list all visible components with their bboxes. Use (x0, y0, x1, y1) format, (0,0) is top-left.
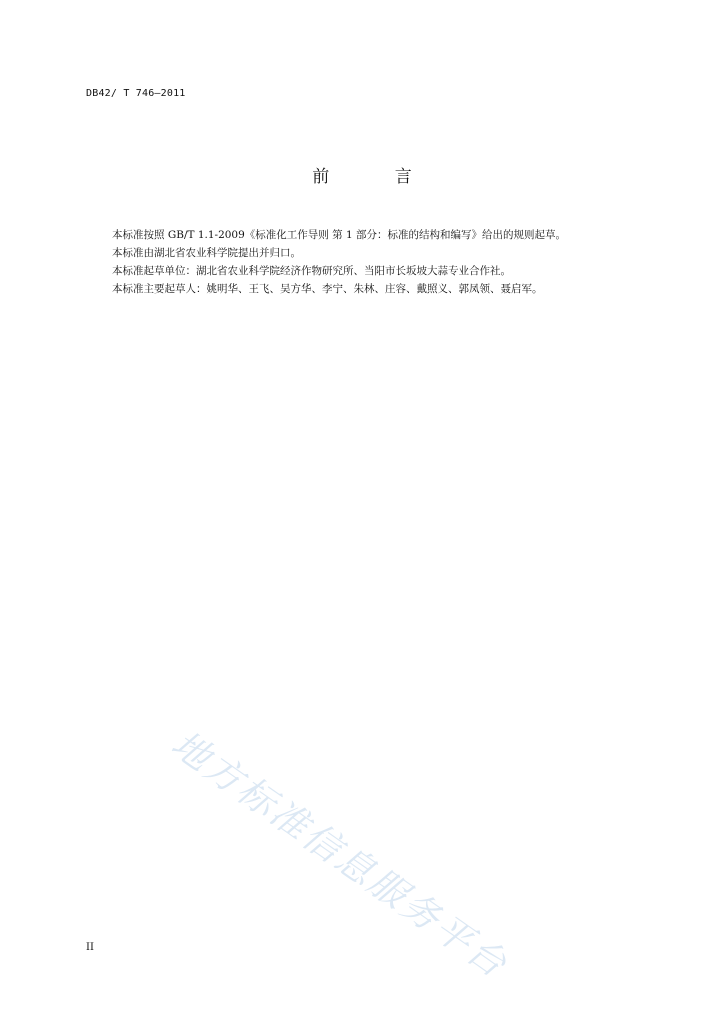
paragraph-drafters: 本标准主要起草人：姚明华、王飞、吴方华、李宁、朱林、庄容、戴照义、郭凤领、聂启军。 (112, 283, 543, 295)
page-number: II (86, 942, 94, 953)
paragraph-drafting-rules: 本标准按照 GB/T 1.1-2009《标准化工作导则 第 1 部分：标准的结构和编写》给出的规则起草。 (112, 229, 566, 241)
standard-code-header: DB42/ T 746—2011 (86, 88, 186, 99)
paragraph-proposer: 本标准由湖北省农业科学院提出并归口。 (112, 247, 301, 259)
paragraph-drafting-units: 本标准起草单位：湖北省农业科学院经济作物研究所、当阳市长坂坡大蒜专业合作社。 (112, 265, 511, 277)
page-title: 前 言 (312, 167, 442, 187)
foreword-body (112, 226, 672, 298)
watermark-text: 地方标准信息服务平台 (163, 722, 516, 987)
